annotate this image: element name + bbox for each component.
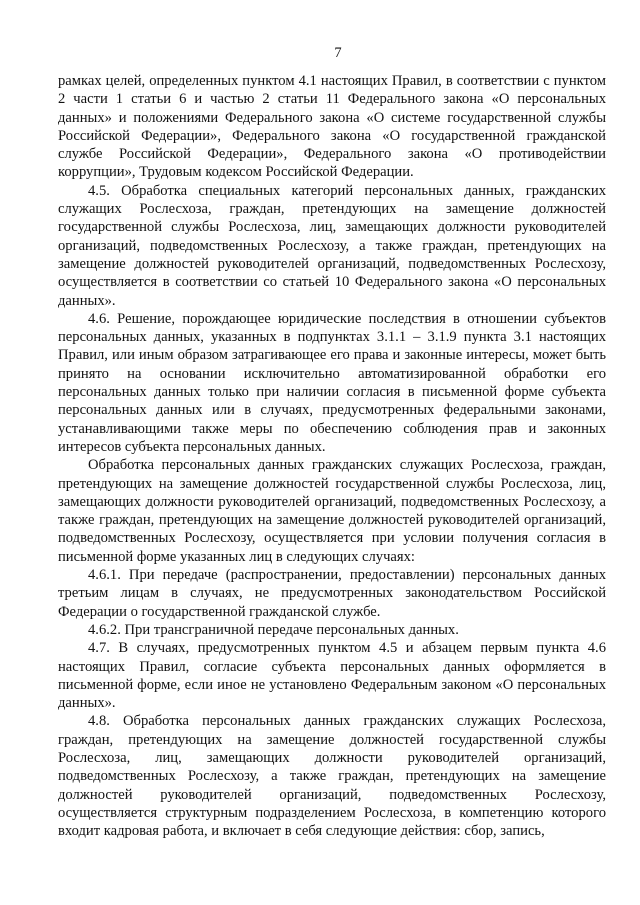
paragraph-4-6-2: 4.6.2. При трансграничной передаче персональных данных.	[88, 621, 459, 638]
paragraph-continuation: рамках целей, определенных пунктом 4.1 настоящих Правил, в соответствии с пунктом 2 части 1 статьи 6 и частью 2 статьи 11 Федерального закона «О персональных данных» и положениями Федерального закона «О системе государственной службы Российской Федерации», Федерального закона «О государственной гражданской службе Российской Федерации», Федерального закона «О противодействии коррупции», Трудовым кодексом Российской Федерации.	[58, 73, 606, 181]
paragraph-4-7: 4.7. В случаях, предусмотренных пунктом 4.5 и абзацем первым пункта 4.6 настоящих Правил, согласие субъекта персональных данных оформляется в письменной форме, если иное не установлено Федеральным законом «О персональных данных».	[58, 640, 606, 712]
paragraph-4-6: 4.6. Решение, порождающее юридические последствия в отношении субъектов персональных данных, указанных в подпунктах 3.1.1 – 3.1.9 пункта 3.1 настоящих Правил, или иным образом затрагивающее его права и законные интересы, может быть принято на основании исключительно автоматизированной обработки его персональных данных только при наличии согласия в письменной форме субъекта персональных данных или в случаях, предусмотренных федеральными законами, устанавливающими также меры по обеспечению соблюдения прав и законных интересов субъекта персональных данных.	[58, 310, 606, 455]
paragraph-4-6-consent: Обработка персональных данных гражданских служащих Рослесхоза, граждан, претендующих на замещение должностей государственной службы Рослесхоза, лиц, замещающих должности руководителей организаций, подведомственных Рослесхозу, а также граждан, претендующих на замещение должностей руководителей организаций, подведомственных Рослесхозу, осуществляется при условии получения согласия в письменной форме указанных лиц в следующих случаях:	[58, 457, 606, 565]
page-number: 7	[334, 45, 342, 61]
paragraph-4-8: 4.8. Обработка персональных данных гражданских служащих Рослесхоза, граждан, претендующих на замещение должностей государственной службы Рослесхоза, лиц, замещающих должности руководителей организаций, подведомственных Рослесхозу, а также граждан, претендующих на замещение должностей руководителей организаций, подведомственных Рослесхозу, осуществляется структурным подразделением Рослесхоза, в компетенцию которого входит кадровая работа, и включает в себя следующие действия: сбор, запись,	[58, 713, 606, 840]
paragraph-4-6-1: 4.6.1. При передаче (распространении, предоставлении) персональных данных третьим лицам в случаях, не предусмотренных законодательством Российской Федерации о государственной гражданской службе.	[58, 567, 606, 620]
paragraph-4-5: 4.5. Обработка специальных категорий персональных данных, гражданских служащих Рослесхоза, граждан, претендующих на замещение должностей государственной службы Рослесхоза, лиц, замещающих должности руководителей организаций, подведомственных Рослесхозу, а также граждан, претендующих на замещение должностей руководителей организаций, подведомственных Рослесхозу, осуществляется в соответствии со статьей 10 Федерального закона «О персональных данных».	[58, 182, 606, 309]
